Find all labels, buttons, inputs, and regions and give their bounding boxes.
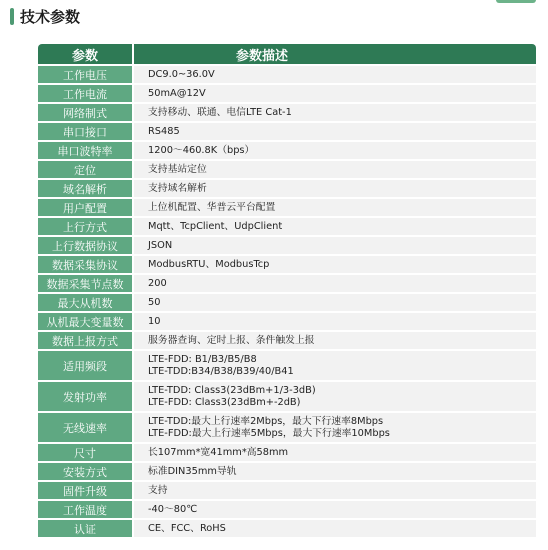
param-desc (134, 351, 536, 380)
param-desc-line: 支持域名解析 (148, 182, 207, 194)
param-name: 适用频段 (38, 351, 134, 380)
table-row (38, 482, 536, 499)
param-desc-line: 50mA@12V (148, 87, 206, 99)
table-row (38, 413, 536, 442)
param-desc (134, 142, 536, 159)
header-param: 参数 (38, 44, 134, 64)
table-row (38, 444, 536, 461)
param-desc (134, 520, 536, 537)
param-desc (134, 463, 536, 480)
heading-accent-bar (10, 8, 14, 25)
param-name: 用户配置 (38, 199, 134, 216)
param-desc-line: 1200～460.8K（bps） (148, 144, 255, 156)
param-desc-line: -40～80℃ (148, 503, 198, 515)
param-desc (134, 482, 536, 499)
param-desc-line: JSON (148, 239, 173, 251)
table-row (38, 463, 536, 480)
param-desc (134, 444, 536, 461)
table-row (38, 123, 536, 140)
param-desc (134, 294, 536, 311)
table-row (38, 332, 536, 349)
param-name: 上行方式 (38, 218, 134, 235)
param-desc (134, 256, 536, 273)
param-desc-line: LTE-FDD: B1/B3/B5/B8 (148, 353, 257, 365)
param-desc-line: 支持基站定位 (148, 163, 207, 175)
table-row (38, 180, 536, 197)
param-name: 工作电压 (38, 66, 134, 83)
param-desc-line: 长107mm*宽41mm*高58mm (148, 446, 289, 458)
param-desc (134, 275, 536, 292)
param-desc (134, 313, 536, 330)
param-name: 网络制式 (38, 104, 134, 121)
table-row (38, 199, 536, 216)
param-desc (134, 180, 536, 197)
table-row (38, 382, 536, 411)
param-name: 工作温度 (38, 501, 134, 518)
table-row (38, 256, 536, 273)
param-name: 固件升级 (38, 482, 134, 499)
spec-table-body (38, 66, 536, 537)
param-desc-line: 上位机配置、华普云平台配置 (148, 201, 276, 213)
param-name: 发射功率 (38, 382, 134, 411)
param-desc (134, 332, 536, 349)
param-desc-line: LTE-FDD:最大上行速率5Mbps，最大下行速率10Mbps (148, 427, 390, 439)
param-desc-line: 支持移动、联通、电信LTE Cat-1 (148, 106, 292, 118)
param-desc (134, 66, 536, 83)
param-desc-line: 标准DIN35mm导轨 (148, 465, 237, 477)
table-row (38, 237, 536, 254)
table-row (38, 104, 536, 121)
param-desc-line: 服务器查询、定时上报、条件触发上报 (148, 334, 315, 346)
param-name: 工作电流 (38, 85, 134, 102)
param-desc-line: 200 (148, 277, 167, 289)
param-name: 无线速率 (38, 413, 134, 442)
spec-table (38, 42, 536, 539)
table-row (38, 142, 536, 159)
table-header-row (38, 44, 536, 64)
param-desc-line: LTE-TDD:最大上行速率2Mbps，最大下行速率8Mbps (148, 415, 384, 427)
param-desc-line: LTE-TDD:B34/B38/B39/40/B41 (148, 365, 294, 377)
param-desc-line: LTE-TDD: Class3(23dBm+1/3-3dB) (148, 384, 316, 396)
param-desc (134, 161, 536, 178)
table-row (38, 501, 536, 518)
param-desc-line: LTE-FDD: Class3(23dBm+-2dB) (148, 396, 301, 408)
param-name: 安装方式 (38, 463, 134, 480)
param-name: 上行数据协议 (38, 237, 134, 254)
param-desc-line: Mqtt、TcpClient、UdpClient (148, 220, 283, 232)
table-row (38, 161, 536, 178)
param-name: 从机最大变量数 (38, 313, 134, 330)
param-name: 尺寸 (38, 444, 134, 461)
table-row (38, 275, 536, 292)
param-name: 域名解析 (38, 180, 134, 197)
param-name: 串口波特率 (38, 142, 134, 159)
param-desc (134, 123, 536, 140)
param-name: 串口接口 (38, 123, 134, 140)
param-name: 认证 (38, 520, 134, 537)
param-desc (134, 501, 536, 518)
section-heading (10, 6, 80, 26)
param-desc-line: CE、FCC、RoHS (148, 522, 226, 534)
table-row (38, 313, 536, 330)
param-desc (134, 218, 536, 235)
param-name: 定位 (38, 161, 134, 178)
param-desc-line: RS485 (148, 125, 180, 137)
param-desc-line: ModbusRTU、ModbusTcp (148, 258, 270, 270)
table-row (38, 218, 536, 235)
param-desc (134, 85, 536, 102)
param-desc (134, 382, 536, 411)
param-desc (134, 104, 536, 121)
param-desc (134, 413, 536, 442)
param-name: 数据采集节点数 (38, 275, 134, 292)
param-name: 数据采集协议 (38, 256, 134, 273)
table-row (38, 520, 536, 537)
param-desc-line: 50 (148, 296, 161, 308)
top-accent-bar (496, 0, 536, 3)
table-row (38, 85, 536, 102)
table-row (38, 294, 536, 311)
table-row (38, 351, 536, 380)
param-name: 数据上报方式 (38, 332, 134, 349)
param-name: 最大从机数 (38, 294, 134, 311)
param-desc (134, 237, 536, 254)
param-desc (134, 199, 536, 216)
table-row (38, 66, 536, 83)
param-desc-line: DC9.0~36.0V (148, 68, 215, 80)
param-desc-line: 支持 (148, 484, 168, 496)
header-desc: 参数描述 (134, 44, 536, 64)
section-title: 技术参数 (20, 7, 81, 26)
param-desc-line: 10 (148, 315, 161, 327)
